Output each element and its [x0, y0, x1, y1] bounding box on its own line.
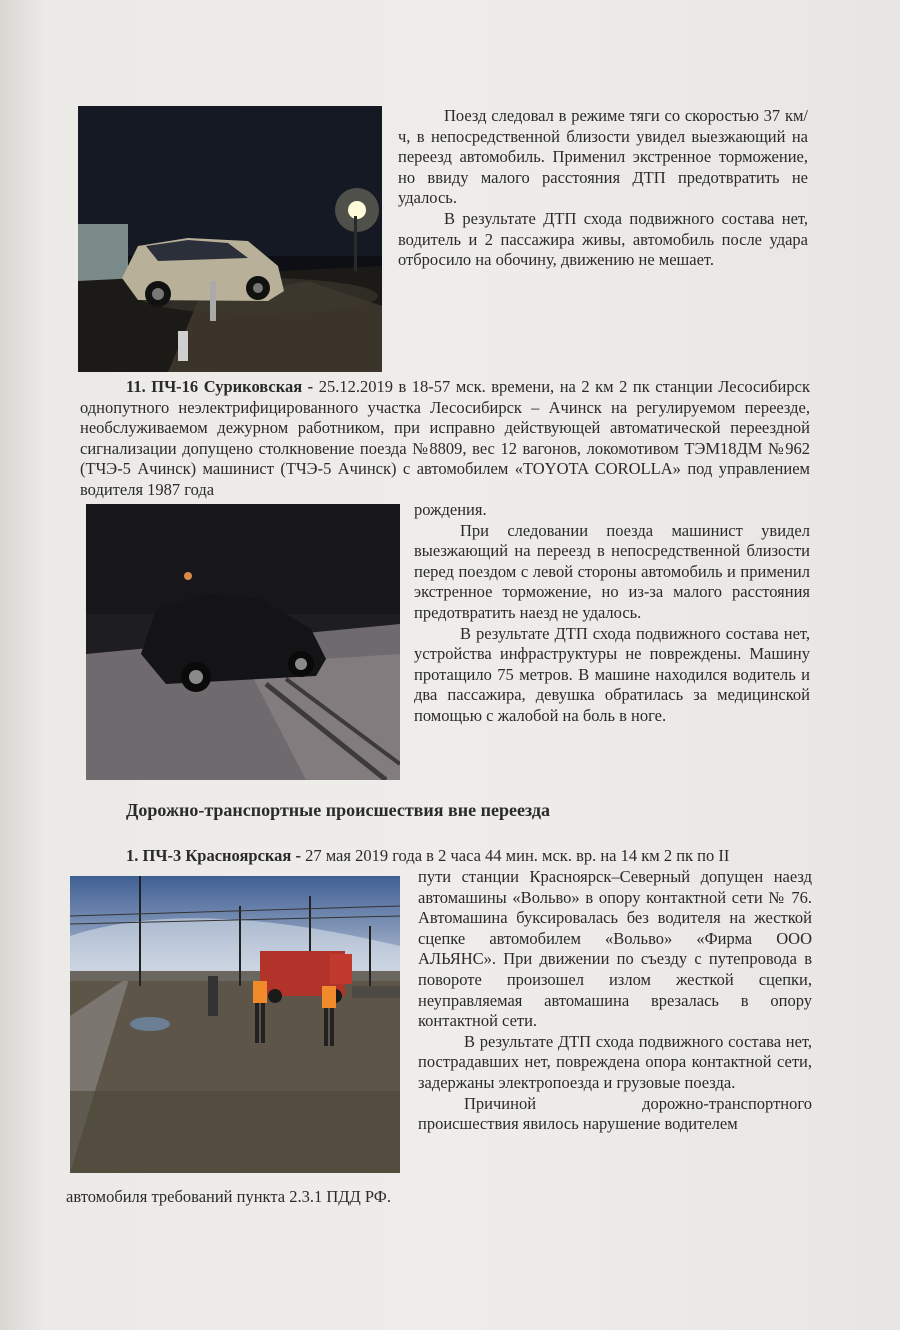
item1-intro-text: 27 мая 2019 года в 2 часа 44 мин. мск. вр. на 14 км 2 пк по II: [300, 846, 730, 865]
paragraph-item1: [418, 867, 812, 1135]
item11-intro: [80, 377, 810, 501]
item1-intro: [80, 846, 810, 867]
item1-para-3: Причиной дорожно-транспортного происшествия явилось нарушение водителем: [418, 1093, 812, 1134]
item11-intro-text: 25.12.2019 в 18-57 мск. времени, на 2 км 2 пк станции Лесосибирск однопутного неэлектрифицированного участка Лесосибирск – Ачинск на регулируемом переезде, необслуживаемом дежурном работником, при исправно действующей автоматической переездной сигнализации допущено столкновение поезда №8809, вес 12 вагонов, локомотивом ТЭМ18ДМ №962 (ТЧЭ-5 Ачинск) машинист (ТЧЭ-5 Ачинск) с автомобилем «TOYOTA COROLLA» под управлением водителя 1987 года: [80, 377, 810, 499]
item1-side: пути станции Красноярск–Северный допущен наезд автомашины «Вольво» в опору контактной сети № 76. Автомашина буксировалась без водителя на жесткой сцепке автомобилем «Вольво» «Фирма ООО АЛЬЯНС». При движении по съезду с путепровода в повороте произошел излом жесткой сцепки, неуправляемая автомашина врезалась в опору контактной сети.: [418, 867, 812, 1031]
paragraph-block1: [398, 106, 808, 271]
item1-tail: автомобиля требований пункта 2.3.1 ПДД РФ.: [66, 1187, 391, 1206]
accident-photo-1: [78, 106, 382, 372]
accident-photo-2: [86, 504, 400, 780]
section-heading: Дорожно-транспортные происшествия вне переезда: [126, 800, 550, 820]
paragraph-item11: [414, 500, 810, 727]
item1-lead: 1. ПЧ-3 Красноярская -: [126, 846, 301, 865]
block1-para-1: Поезд следовал в режиме тяги со скоростью 37 км/ч, в непосредственной близости увидел выезжающий на переезд автомобиль. Применил экстренное торможение, но ввиду малого расстояния ДТП предотвратить не удалось.: [398, 106, 808, 208]
item11-lead: 11. ПЧ-16 Суриковская -: [126, 377, 314, 396]
item11-tail: рождения.: [414, 500, 487, 519]
item1-para-2: В результате ДТП схода подвижного состава нет, пострадавших нет, повреждена опора контактной сети, задержаны электропоезда и грузовые поезда.: [418, 1031, 812, 1092]
block1-para-2: В результате ДТП схода подвижного состава нет, водитель и 2 пассажира живы, автомобиль после удара отбросило на обочину, движению не мешает.: [398, 208, 808, 270]
accident-photo-3: [70, 876, 400, 1173]
item11-para-2: В результате ДТП схода подвижного состава нет, устройства инфраструктуры не повреждены. Машину протащило 75 метров. В машине находился водитель и два пассажира, девушка обратилась за медицинской помощью с жалобой на боль в ноге.: [414, 623, 810, 725]
item11-para-1: При следовании поезда машинист увидел выезжающий на переезд в непосредственной близости перед поездом с левой стороны автомобиль и применил экстренное торможение, но из-за малого расстояния предотвратить наезд не удалось.: [414, 520, 810, 622]
